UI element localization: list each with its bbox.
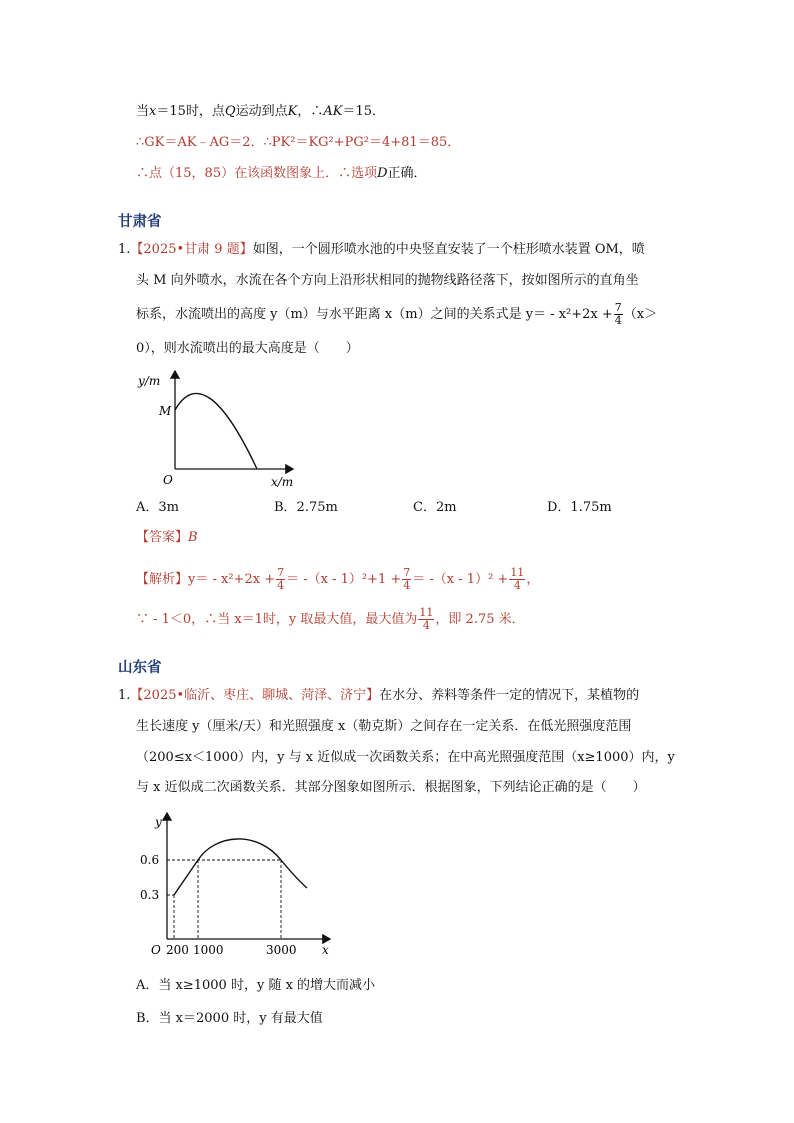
numerator: 11	[419, 606, 434, 619]
y-axis-label: y/m	[138, 374, 161, 388]
text: ，∴	[297, 104, 324, 119]
text: 运动到点	[235, 104, 288, 119]
question-tag: 【2025•临沂、枣庄、聊城、菏泽、济宁】	[130, 688, 380, 703]
x-tick-1000: 1000	[193, 943, 224, 957]
text: ，	[526, 572, 540, 587]
shandong-option-b: B．当 x＝2000 时，y 有最大值	[136, 1011, 323, 1026]
text: 在水分、养料等条件一定的情况下，某植物的	[379, 688, 640, 703]
x-axis-label: x	[322, 943, 329, 957]
gansu-option-c: C．2m	[413, 500, 457, 515]
denominator: 4	[614, 314, 622, 327]
text: 当	[136, 104, 150, 119]
denominator: 4	[403, 579, 411, 592]
text: ＝ -（x - 1）² +	[412, 572, 509, 587]
gansu-option-d: D．1.75m	[547, 500, 612, 515]
text: 标系，水流喷出的高度 y（m）与水平距离 x（m）之间的关系式是 y＝ - x²+2x +	[136, 307, 613, 322]
denominator: 4	[513, 579, 521, 592]
text: ＝ -（x - 1）²+1 +	[286, 572, 402, 587]
gansu-option-a: A．3m	[136, 500, 179, 515]
y-tick-0-6: 0.6	[140, 853, 160, 867]
text: Q	[224, 104, 236, 119]
parabola-curve	[175, 393, 257, 469]
numerator: 7	[614, 301, 622, 314]
text: 如图，一个圆形喷水池的中央竖直安装了一个柱形喷水装置 OM，喷	[252, 242, 645, 257]
fraction	[276, 567, 285, 592]
linear-segment	[174, 860, 198, 895]
gansu-option-b: B．2.75m	[274, 500, 338, 515]
gansu-question-line-4: 0），则水流喷出的最大高度是（ ）	[136, 341, 359, 356]
fraction	[614, 302, 623, 327]
shandong-question-line-2: 生长速度 y（厘米/天）和光照强度 x（勒克斯）之间存在一定关系．在低光照强度范围	[136, 719, 632, 734]
x-tick-3000: 3000	[266, 943, 297, 957]
prev-solution-line-3	[136, 165, 427, 183]
gansu-answer	[136, 529, 198, 547]
section-heading-gansu: 甘肃省	[118, 213, 162, 230]
origin-label: O	[163, 473, 173, 487]
prev-solution-line-2: ∴GK＝AK﹣AG＝2．∴PK²＝KG²+PG²＝4+81＝85．	[136, 135, 461, 150]
question-number: 1.	[118, 688, 131, 703]
text: x	[149, 104, 157, 119]
shandong-option-a: A．当 x≥1000 时，y 随 x 的增大而减小	[136, 978, 376, 993]
answer-value: B	[188, 530, 198, 545]
text: K	[287, 104, 298, 119]
numerator: 11	[510, 566, 525, 579]
point-m-label: M	[159, 404, 172, 418]
denominator: 4	[422, 619, 430, 632]
text: D	[377, 166, 388, 181]
text: y＝ - x²+2x +	[188, 572, 276, 587]
answer-label: 【答案】	[136, 530, 189, 545]
gansu-analysis	[136, 567, 539, 592]
question-number: 1.	[118, 242, 131, 257]
gansu-question-line-3	[136, 302, 657, 327]
text: AK	[323, 104, 343, 119]
gansu-question-line-1	[118, 241, 645, 259]
text: ＝15．	[342, 104, 385, 119]
fraction	[418, 607, 434, 632]
shandong-question-line-3: （200≤x＜1000）内，y 与 x 近似成一次函数关系；在中高光照强度范围（x≥1000）内，y	[136, 750, 675, 765]
fraction	[402, 567, 411, 592]
numerator: 7	[277, 566, 285, 579]
text: ，即 2.75 米．	[435, 612, 525, 627]
parabola-curve	[198, 839, 307, 888]
text: 正确．	[387, 166, 427, 181]
text: （x＞	[623, 307, 658, 322]
gansu-question-line-2: 头 M 向外喷水，水流在各个方向上沿形状相同的抛物线路径落下，按如图所示的直角坐	[136, 273, 639, 288]
y-axis-label: y	[155, 815, 162, 829]
fraction	[509, 567, 525, 592]
shandong-question-line-4: 与 x 近似成二次函数关系．其部分图象如图所示．根据图象，下列结论正确的是（ ）	[136, 780, 646, 795]
x-tick-200: 200	[166, 943, 189, 957]
text: ∴点（15，85）在该函数图象上．∴选项	[136, 166, 378, 181]
text: ＝15时，点	[156, 104, 225, 119]
prev-solution-line-1	[136, 103, 385, 121]
question-tag: 【2025•甘肃 9 题】	[130, 242, 253, 257]
shandong-question-line-1	[118, 687, 639, 705]
analysis-label: 【解析】	[136, 572, 189, 587]
text: ∵ - 1＜0，∴当 x＝1时，y 取最大值，最大值为	[136, 612, 418, 627]
x-axis-label: x/m	[271, 475, 294, 489]
origin-label: O	[151, 943, 161, 957]
numerator: 7	[403, 566, 411, 579]
y-tick-0-3: 0.3	[140, 888, 160, 902]
denominator: 4	[277, 579, 285, 592]
section-heading-shandong: 山东省	[118, 659, 162, 676]
fountain-parabola-graph	[125, 365, 305, 495]
gansu-conclusion	[136, 607, 525, 632]
plant-growth-graph	[135, 808, 340, 958]
